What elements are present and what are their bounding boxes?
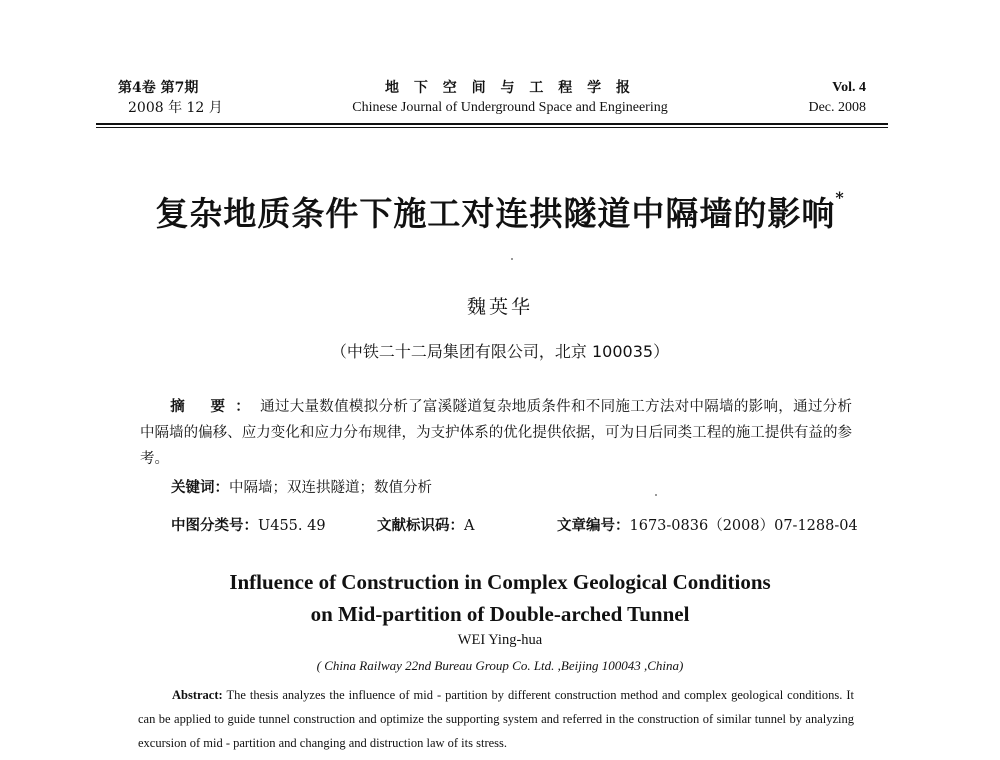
affiliation-zh: （中铁二十二局集团有限公司，北京 100035） xyxy=(330,342,670,361)
volume-en: Vol. 4 xyxy=(832,80,866,95)
paper-title-zh xyxy=(0,188,1000,235)
clc-field xyxy=(171,514,326,535)
doc-code-field xyxy=(377,514,474,535)
abstract-zh xyxy=(140,394,852,472)
scan-speck xyxy=(511,258,513,260)
journal-name-zh: 地 下 空 间 与 工 程 学 报 xyxy=(385,80,635,96)
article-no-label: 文章编号： xyxy=(557,517,630,534)
paper-title-en-line2: on Mid-partition of Double-arched Tunnel xyxy=(310,602,690,626)
paper-title-zh-text: 复杂地质条件下施工对连拱隧道中隔墙的影响 xyxy=(155,194,836,233)
journal-name-en: Chinese Journal of Underground Space and Engineering xyxy=(352,100,668,115)
header-rule-thin xyxy=(96,127,888,128)
header-rule-thick xyxy=(96,123,888,125)
article-no-field xyxy=(557,514,858,535)
title-footnote-mark: * xyxy=(835,188,845,207)
clc-label: 中图分类号： xyxy=(171,517,258,534)
clc-value: U455. 49 xyxy=(258,518,326,534)
paper-title-en xyxy=(0,566,1000,630)
doc-code-value: A xyxy=(464,518,475,534)
scan-speck xyxy=(655,494,657,496)
header-right xyxy=(808,78,866,118)
paper-title-en-line1: Influence of Construction in Complex Geological Conditions xyxy=(229,570,771,594)
keywords-text: 中隔墙；双连拱隧道；数值分析 xyxy=(229,480,432,496)
abstract-zh-text: 通过大量数值模拟分析了富溪隧道复杂地质条件和不同施工方法对中隔墙的影响，通过分析中隔墙的偏移、应力变化和应力分布规律，为支护体系的优化提供依据，可为日后同类工程的施工提供有益的参考。 xyxy=(140,399,852,467)
author-en: WEI Ying-hua xyxy=(457,632,543,648)
header-center xyxy=(340,78,680,118)
article-no-value: 1673-0836（2008）07-1288-04 xyxy=(629,518,858,534)
abstract-en-label: Abstract: xyxy=(172,688,223,702)
keywords-zh xyxy=(171,476,432,497)
affiliation-en: ( China Railway 22nd Bureau Group Co. Ltd. ,Beijing 100043 ,China) xyxy=(316,658,684,673)
doc-code-label: 文献标识码： xyxy=(377,517,464,534)
running-header xyxy=(0,78,1000,122)
abstract-en xyxy=(138,683,854,755)
author-zh: 魏英华 xyxy=(466,296,533,318)
volume-issue-zh: 第4卷 第7期 xyxy=(118,80,199,96)
keywords-label: 关键词： xyxy=(171,479,229,496)
abstract-en-text: The thesis analyzes the influence of mid - partition by different construction method and complex geological conditions. It can be applied to guide tunnel construction and optimize the supporting system and referred in the construction of similar tunnel by analyzing excursion of mid - partition and changing and distruction law of its stress. xyxy=(138,688,854,750)
date-zh: 2008 年 12 月 xyxy=(128,100,223,116)
abstract-zh-label: 摘 要： xyxy=(170,398,261,415)
date-en: Dec. 2008 xyxy=(808,100,866,115)
header-left xyxy=(118,78,223,118)
